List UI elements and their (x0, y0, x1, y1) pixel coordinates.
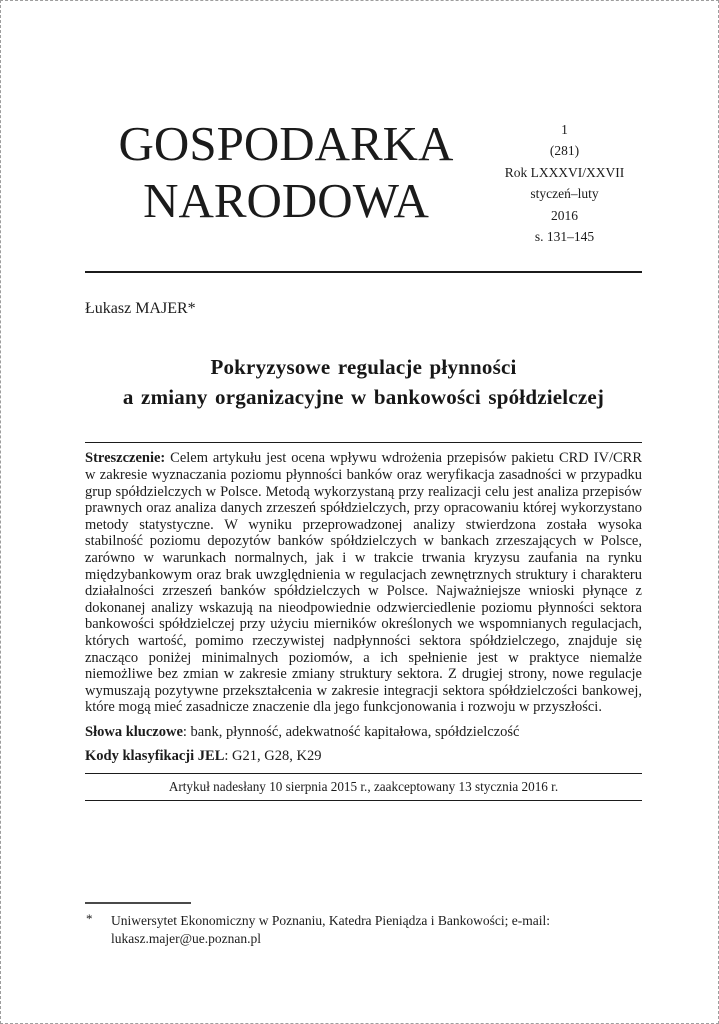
article-title (85, 352, 642, 412)
issue-pages: s. 131–145 (534, 229, 595, 245)
issue-number: 1 (561, 122, 568, 137)
author-line: Łukasz MAJER* (85, 300, 196, 318)
issue-volume: Rok LXXXVI/XXVII (504, 164, 625, 180)
submission-note-box (85, 773, 642, 801)
abstract-text: Celem artykułu jest ocena wpływu wdrożenia przepisów pakietu CRD IV/CRR w zakresie wyznaczania poziomu płynności banków oraz weryfikacja zasadności w przypadku grup spółdzielczych w Polsce. Metodą wykorzystaną przy realizacji celu jest analiza przepisów prawnych oraz analiza danych zrzeszeń spółdzielczych, przy opracowaniu której wykorzystano metody statystyczne. W wyniku przeprowadzonej analizy stwierdzona została wysoka stabilność poziomu depozytów banków spółdzielczych w bankach zrzeszających w Polsce, zarówno w warunkach normalnych, jak i w trakcie trwania kryzysu zaufania na rynku międzybankowym oraz brak uwzględnienia w regulacjach zewnętrznych struktury i charakteru działalności zrzeszeń banków spółdzielczych w Polsce. Najważniejsze wnioski płynące z dokonanej analizy wskazują na nieodpowiednie odzwierciedlenie poziomu płynności sektora bankowości spółdzielczej przy użyciu mierników określonych we wspomnianych regulacjach, których wartość, pomimo rzeczywistej nadpłynności sektora spółdzielczego, znajduje się znacząco poniżej minimalnych poziomów, a ich spełnienie jest w praktyce niemalże niemożliwe bez zmian w zakresie zmiany struktury sektora. Z drugiej strony, nowe regulacje wymuszają pozytywne przekształcenia w zakresie integracji sektora spółdzielczości bankowej, które mogą mieć zasadnicze znaczenie dla jego funkcjonowania i rozwoju w przyszłości. (85, 450, 643, 716)
keywords-label: Słowa kluczowe (85, 723, 183, 740)
footnote-section (85, 902, 642, 947)
keywords-line (85, 723, 642, 742)
footnote-marker: * (86, 911, 93, 926)
jel-value: : G21, G28, K29 (224, 747, 322, 764)
journal-title-line1: GOSPODARKA (118, 116, 454, 171)
abstract-divider (85, 442, 642, 443)
issue-series-number: (281) (549, 143, 580, 159)
article-title-line2: a zmiany organizacyjne w bankowości spółdzielczej (122, 385, 605, 410)
jel-line (85, 747, 642, 766)
abstract-label: Streszczenie: (85, 450, 166, 467)
submission-note: Artykuł nadesłany 10 sierpnia 2015 r., zaakceptowany 13 stycznia 2016 r. (168, 778, 559, 794)
keywords-value: : bank, płynność, adekwatność kapitałowa, spółdzielczość (182, 723, 520, 740)
article-title-line1: Pokryzysowe regulacje płynności (210, 355, 517, 380)
abstract-paragraph (85, 450, 642, 716)
issue-info (487, 115, 642, 247)
header-divider (85, 271, 642, 273)
journal-title-line2: NARODOWA (143, 173, 429, 228)
journal-masthead (85, 115, 642, 247)
footnote-text: Uniwersytet Ekonomiczny w Poznaniu, Katedra Pieniądza i Bankowości; e-mail: lukasz.majer@ue.poznan.pl (111, 913, 551, 946)
jel-label: Kody klasyfikacji JEL (85, 747, 225, 764)
journal-title (85, 115, 487, 229)
footnote-rule (85, 902, 191, 904)
issue-months: styczeń–luty (530, 186, 599, 202)
footnote-line (85, 912, 642, 947)
issue-year: 2016 (551, 207, 578, 223)
